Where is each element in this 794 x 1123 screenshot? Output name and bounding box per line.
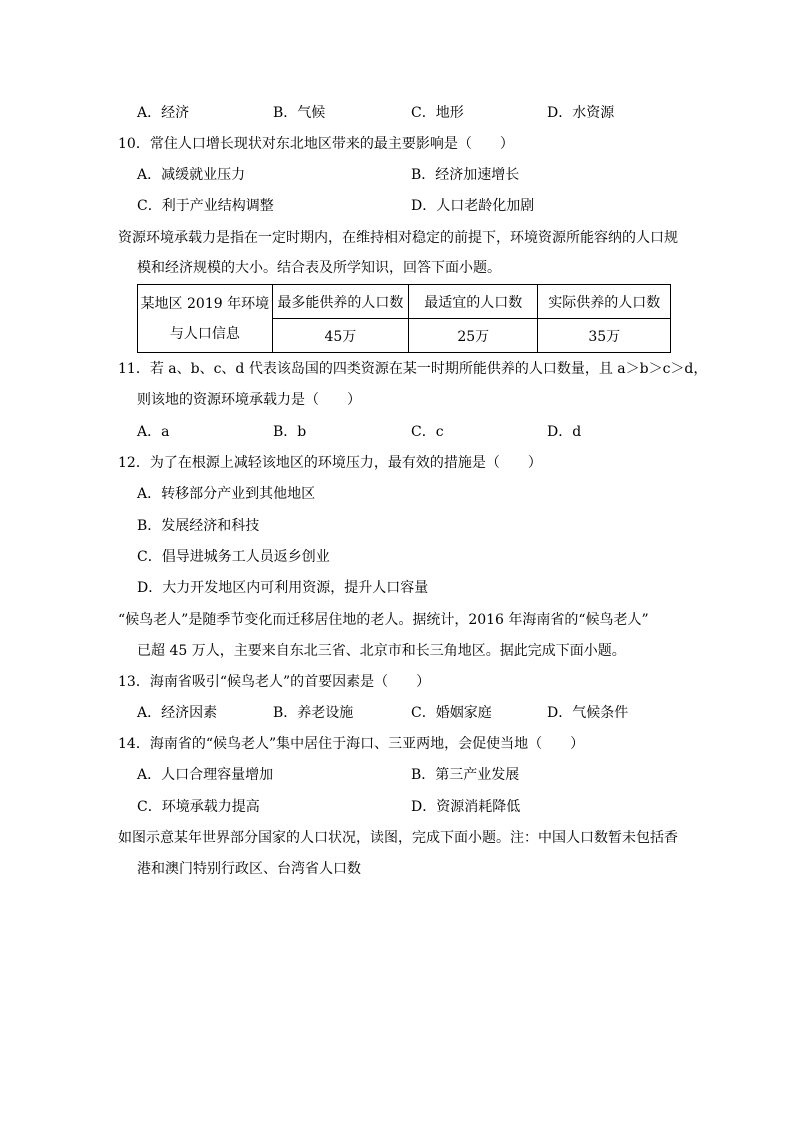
- q12-option-c: C．倡导进城务工人员返乡创业: [137, 549, 330, 565]
- q11-option-d: D．d: [547, 424, 582, 440]
- table-header-optimal-population: 最适宜的人口数: [409, 285, 538, 319]
- q10-option-c: C．利于产业结构调整: [137, 198, 274, 214]
- environment-population-table: [137, 284, 671, 353]
- q12-option-d: D．大力开发地区内可利用资源，提升人口容量: [137, 580, 429, 596]
- q12-option-b: B．发展经济和科技: [137, 518, 260, 534]
- q13-option-b: B．养老设施: [273, 705, 354, 721]
- table-row-header: [138, 285, 273, 353]
- table-value-max-population: 45万: [272, 319, 408, 353]
- table-row-header-line-1: 某地区 2019 年环境: [140, 295, 270, 312]
- table-value-optimal-population: 25万: [409, 319, 538, 353]
- table-row-header-line-2: 与人口信息: [169, 325, 240, 342]
- q13-stem: 13．海南省吸引“候鸟老人”的首要因素是（ ）: [118, 674, 431, 690]
- q12-option-a: A．转移部分产业到其他地区: [137, 486, 316, 502]
- q14-option-c: C．环境承载力提高: [137, 799, 260, 815]
- q12-stem: 12．为了在根源上减轻该地区的环境压力，最有效的措施是（ ）: [118, 455, 542, 471]
- passage-2-line-1: “候鸟老人”是随季节变化而迁移居住地的老人。据统计，2016 年海南省的“候鸟老人”: [118, 612, 649, 628]
- q13-option-d: D．气候条件: [547, 705, 629, 721]
- q11-option-b: B．b: [273, 424, 307, 440]
- q11-stem-line-1: 11．若 a、b、c、d 代表该岛国的四类资源在某一时期所能供养的人口数量，且 a＞b＞c＞d，: [118, 361, 708, 377]
- q11-option-a: A．a: [137, 424, 170, 440]
- passage-3-line-2: 港和澳门特别行政区、台湾省人口数: [137, 861, 361, 877]
- table-header-max-population: 最多能供养的人口数: [272, 285, 408, 319]
- passage-1-line-2: 模和经济规模的大小。结合表及所学知识，回答下面小题。: [137, 260, 501, 276]
- table-header-actual-population: 实际供养的人口数: [538, 285, 671, 319]
- q11-option-c: C．c: [411, 424, 444, 440]
- table-value-actual-population: 35万: [538, 319, 671, 353]
- q13-option-a: A．经济因素: [137, 705, 218, 721]
- q13-option-c: C．婚姻家庭: [411, 705, 492, 721]
- q11-stem-line-2: 则该地的资源环境承载力是（ ）: [137, 392, 361, 408]
- q10-option-d: D．人口老龄化加剧: [411, 198, 535, 214]
- q14-stem: 14．海南省的“候鸟老人”集中居住于海口、三亚两地，会促使当地（ ）: [118, 736, 585, 752]
- q10-option-b: B．经济加速增长: [411, 167, 520, 183]
- passage-1-line-1: 资源环境承载力是指在一定时期内，在维持相对稳定的前提下，环境资源所能容纳的人口规: [118, 230, 678, 246]
- passage-2-line-2: 已超 45 万人，主要来自东北三省、北京市和长三角地区。据此完成下面小题。: [137, 643, 626, 659]
- q10-option-a: A．减缓就业压力: [137, 167, 246, 183]
- q14-option-a: A．人口合理容量增加: [137, 767, 274, 783]
- q14-option-b: B．第三产业发展: [411, 767, 520, 783]
- q9-option-d: D．水资源: [547, 105, 615, 121]
- q9-option-b: B．气候: [273, 105, 326, 121]
- q9-option-c: C．地形: [411, 105, 464, 121]
- q9-option-a: A．经济: [137, 105, 190, 121]
- passage-3-line-1: 如图示意某年世界部分国家的人口状况，读图，完成下面小题。注：中国人口数暂未包括香: [118, 830, 678, 846]
- q10-stem: 10．常住人口增长现状对东北地区带来的最主要影响是（ ）: [118, 136, 514, 152]
- q14-option-d: D．资源消耗降低: [411, 799, 521, 815]
